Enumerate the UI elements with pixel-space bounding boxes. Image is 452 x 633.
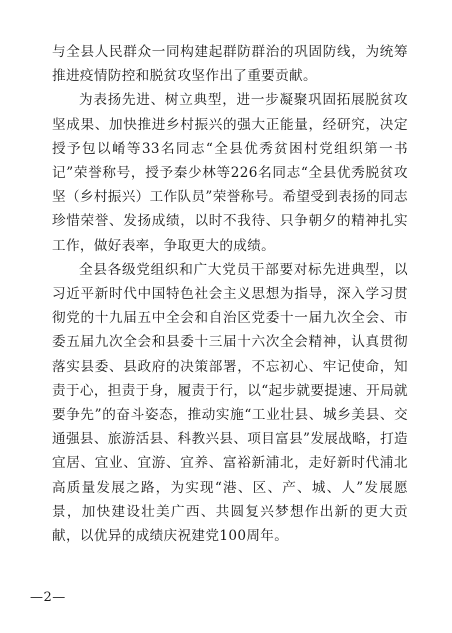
document-body [52,40,408,548]
page-number: —2— [30,590,66,605]
paragraph-call-to-action: 全县各级党组织和广大党员干部要对标先进典型，以习近平新时代中国特色社会主义思想为指导，深入学习贯彻党的十九届五中全会和自治区党委十一届九次全会、市委五届九次全会和县委十三届十六次全会精神，认真贯彻落实县委、县政府的决策部署，不忘初心、牢记使命，知责于心，担责于身，履责于行，以“起步就要提速、开局就要争先”的奋斗姿态，推动实施“工业壮县、城乡美县、交通强县、旅游活县、科教兴县、项目富县”发展战略，打造宜居、宜业、宜游、宜养、富裕新浦北，走好新时代浦北高质量发展之路，为实现“港、区、产、城、人”发展愿景，加快建设壮美广西、共圆复兴梦想作出新的更大贡献，以优异的成绩庆祝建党100周年。 [52,261,408,545]
paragraph-commendation: 为表扬先进、树立典型，进一步凝聚巩固拓展脱贫攻坚成果、加快推进乡村振兴的强大正能量，经研究，决定授予包以崤等33名同志“全县优秀贫困村党组织第一书记”荣誉称号，授予秦少林等226名同志“全县优秀脱贫攻坚（乡村振兴）工作队员”荣誉称号。希望受到表扬的同志珍惜荣誉、发扬成绩，以时不我待、只争朝夕的精神扎实工作，做好表率，争取更大的成绩。 [52,92,408,254]
paragraph-continuation: 与全县人民群众一同构建起群防群治的巩固防线，为统筹推进疫情防控和脱贫攻坚作出了重要贡献。 [52,44,408,85]
